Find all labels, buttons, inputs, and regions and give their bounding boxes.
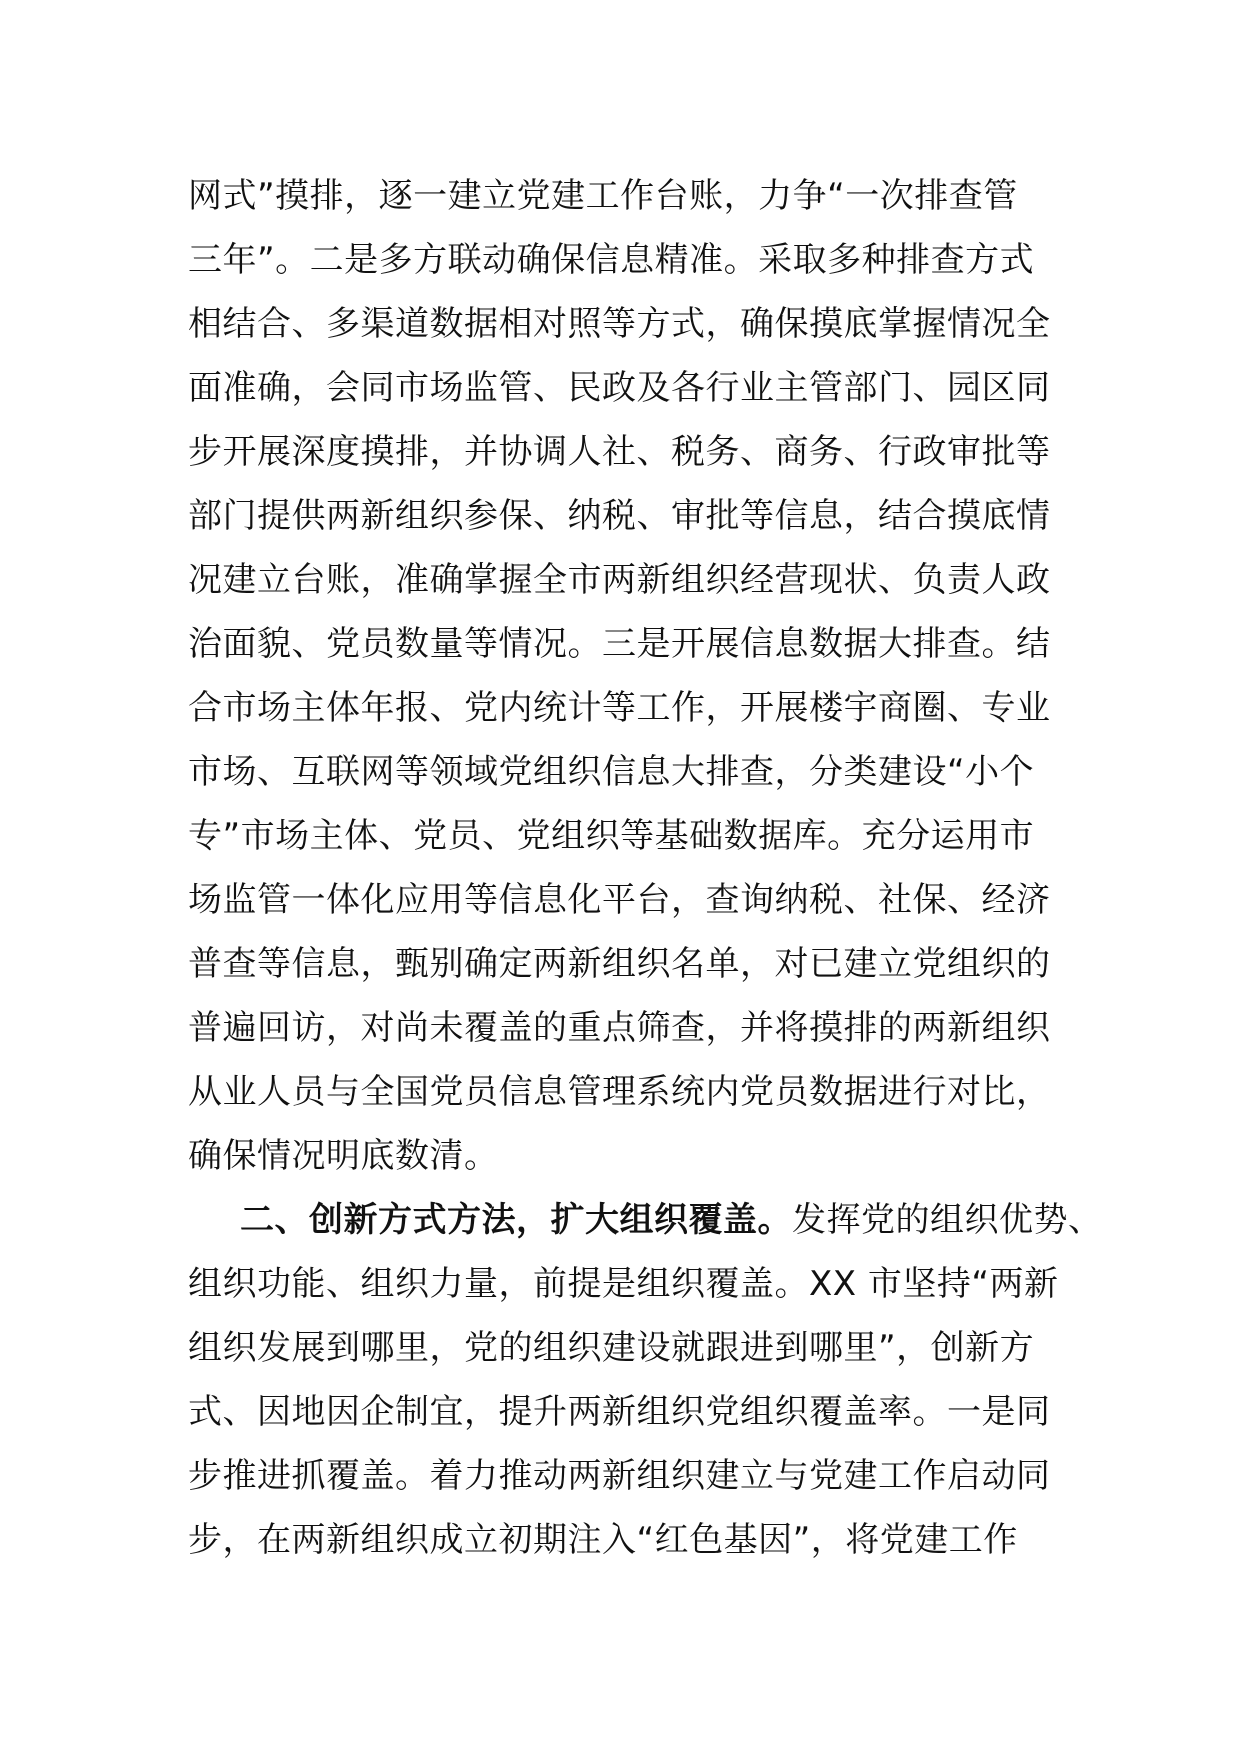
paragraph-line: 部门提供两新组织参保、纳税、审批等信息，结合摸底情 [188,496,1051,536]
section-2-first-line [240,1196,1103,1244]
paragraph-line: 治面貌、党员数量等情况。三是开展信息数据大排查。结 [188,624,1051,664]
paragraph-line: 步开展深度摸排，并协调人社、税务、商务、行政审批等 [188,432,1051,472]
paragraph-line: 网式”摸排，逐一建立党建工作台账，力争“一次排查管 [188,176,1018,216]
paragraph-line: 市场、互联网等领域党组织信息大排查，分类建设“小个 [188,752,1035,792]
paragraph-line: 场监管一体化应用等信息化平台，查询纳税、社保、经济 [188,880,1051,920]
paragraph-line: 合市场主体年报、党内统计等工作，开展楼宇商圈、专业 [188,688,1051,728]
paragraph-line: 步，在两新组织成立初期注入“红色基因”，将党建工作 [188,1520,1018,1560]
paragraph-line: 三年”。二是多方联动确保信息精准。采取多种排查方式 [188,240,1035,280]
paragraph-line: 确保情况明底数清。 [188,1136,499,1176]
paragraph-line: 从业人员与全国党员信息管理系统内党员数据进行对比， [188,1072,1051,1112]
paragraph-line: 普查等信息，甄别确定两新组织名单，对已建立党组织的 [188,944,1051,984]
paragraph-line: 相结合、多渠道数据相对照等方式，确保摸底掌握情况全 [188,304,1051,344]
paragraph-line: 况建立台账，准确掌握全市两新组织经营现状、负责人政 [188,560,1051,600]
paragraph-line: 组织发展到哪里，党的组织建设就跟进到哪里”，创新方 [188,1328,1035,1368]
paragraph-line: 普遍回访，对尚未覆盖的重点筛查，并将摸排的两新组织 [188,1008,1051,1048]
paragraph-line: 步推进抓覆盖。着力推动两新组织建立与党建工作启动同 [188,1456,1051,1496]
paragraph-line: 组织功能、组织力量，前提是组织覆盖。XX 市坚持“两新 [188,1264,1059,1304]
paragraph-line: 式、因地因企制宜，提升两新组织党组织覆盖率。一是同 [188,1392,1051,1432]
paragraph-line: 面准确，会同市场监管、民政及各行业主管部门、园区同 [188,368,1051,408]
paragraph-line: 专”市场主体、党员、党组织等基础数据库。充分运用市 [188,816,1035,856]
section-2-first-line-text: 发挥党的组织优势、 [792,1200,1103,1240]
section-2-heading: 二、创新方式方法，扩大组织覆盖。 [240,1200,792,1240]
